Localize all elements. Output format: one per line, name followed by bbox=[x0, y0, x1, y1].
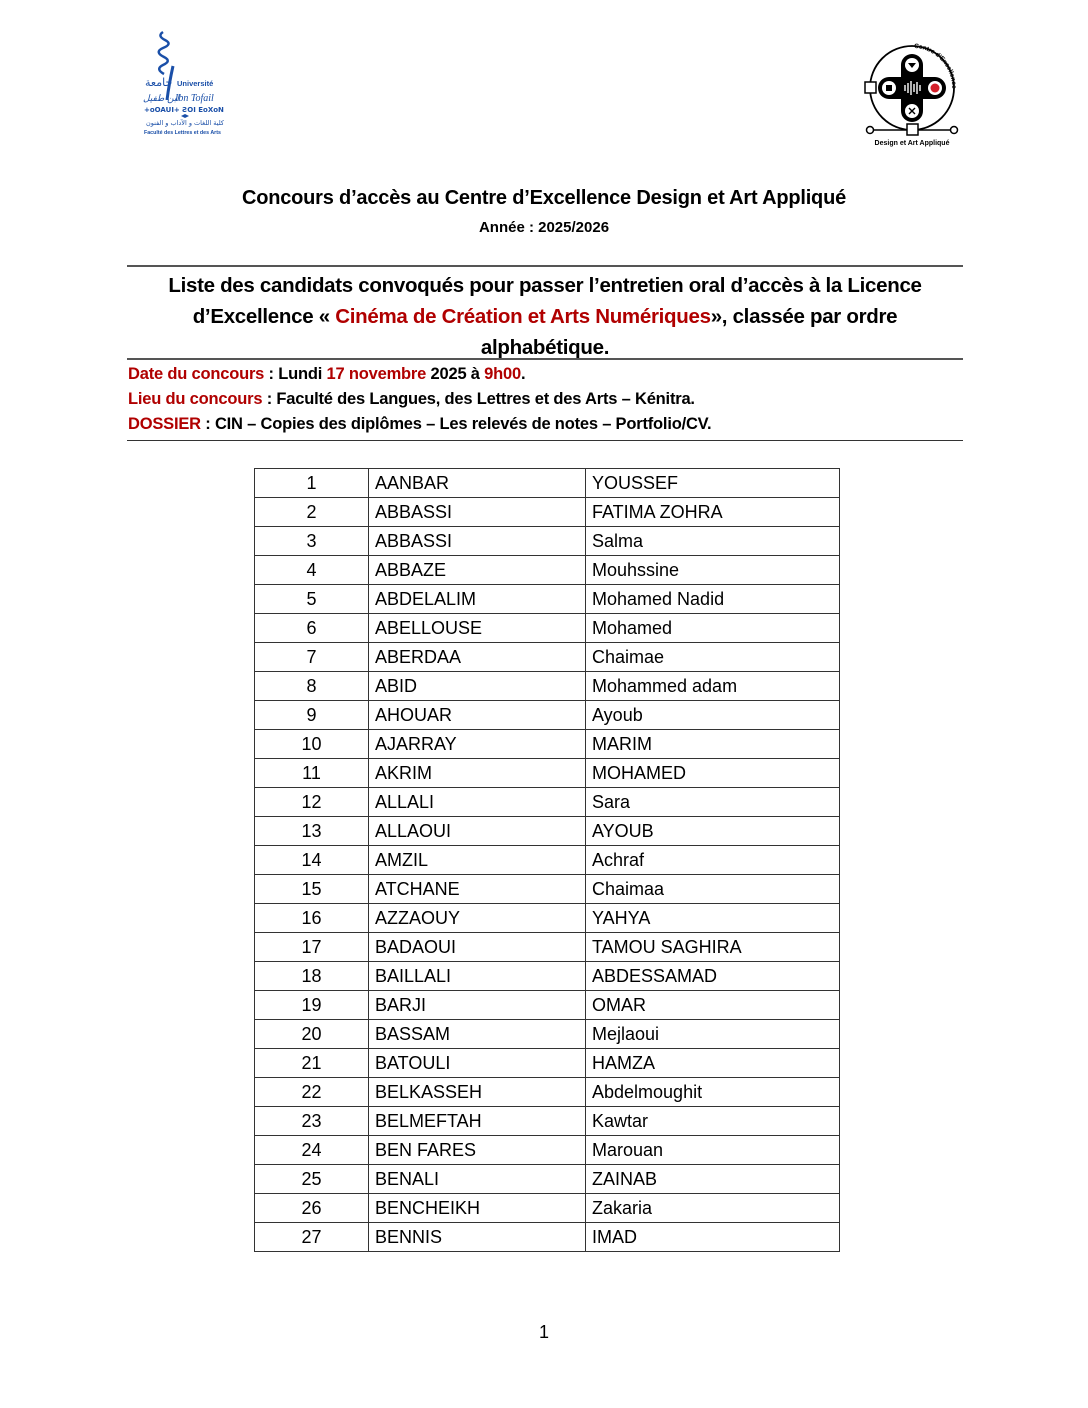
date-weekday: : Lundi bbox=[264, 365, 327, 383]
table-row bbox=[255, 614, 840, 643]
stop-icon bbox=[886, 85, 892, 91]
table-row bbox=[255, 933, 840, 962]
candidate-last-name: ABID bbox=[369, 672, 586, 701]
candidate-first-name: ZAINAB bbox=[586, 1165, 840, 1194]
candidate-number: 3 bbox=[255, 527, 369, 556]
candidate-number: 21 bbox=[255, 1049, 369, 1078]
candidate-number: 23 bbox=[255, 1107, 369, 1136]
candidate-last-name: BASSAM bbox=[369, 1020, 586, 1049]
candidate-first-name: AYOUB bbox=[586, 817, 840, 846]
dossier-line bbox=[128, 415, 711, 434]
table-row bbox=[255, 498, 840, 527]
candidate-last-name: ABERDAA bbox=[369, 643, 586, 672]
candidate-number: 6 bbox=[255, 614, 369, 643]
logo-latin-name-2: Ibn Tofail bbox=[175, 93, 214, 104]
candidate-first-name: IMAD bbox=[586, 1223, 840, 1252]
candidate-number: 20 bbox=[255, 1020, 369, 1049]
candidate-last-name: BAILLALI bbox=[369, 962, 586, 991]
table-row bbox=[255, 817, 840, 846]
candidate-last-name: ABBAZE bbox=[369, 556, 586, 585]
candidate-number: 9 bbox=[255, 701, 369, 730]
candidate-last-name: BELKASSEH bbox=[369, 1078, 586, 1107]
divider-top bbox=[127, 265, 963, 267]
dossier-value: : CIN – Copies des diplômes – Les relevés de notes – Portfolio/CV. bbox=[200, 415, 712, 433]
candidate-number: 24 bbox=[255, 1136, 369, 1165]
candidate-first-name: Zakaria bbox=[586, 1194, 840, 1223]
candidate-last-name: ALLAOUI bbox=[369, 817, 586, 846]
candidate-first-name: Abdelmoughit bbox=[586, 1078, 840, 1107]
candidate-last-name: ABBASSI bbox=[369, 527, 586, 556]
candidate-number: 12 bbox=[255, 788, 369, 817]
candidate-number: 27 bbox=[255, 1223, 369, 1252]
logo-arabic-name: جامعة bbox=[145, 76, 173, 89]
candidate-number: 16 bbox=[255, 904, 369, 933]
candidate-number: 8 bbox=[255, 672, 369, 701]
candidate-number: 13 bbox=[255, 817, 369, 846]
university-logo-emblem bbox=[135, 28, 235, 143]
candidate-last-name: BENCHEIKH bbox=[369, 1194, 586, 1223]
candidates-table bbox=[254, 468, 840, 1252]
candidate-first-name: HAMZA bbox=[586, 1049, 840, 1078]
logo-latin-name-1: Université bbox=[177, 79, 214, 88]
table-row bbox=[255, 701, 840, 730]
candidate-number: 19 bbox=[255, 991, 369, 1020]
subtitle-text-1: Liste des candidats convoqués pour passer l’entretien oral d’accès à la Licence d’Excellence « bbox=[168, 274, 922, 328]
exam-date-line bbox=[128, 365, 525, 384]
candidate-last-name: ALLALI bbox=[369, 788, 586, 817]
page-number: 1 bbox=[538, 1322, 549, 1342]
candidate-first-name: OMAR bbox=[586, 991, 840, 1020]
candidate-number: 10 bbox=[255, 730, 369, 759]
candidate-last-name: AJARRAY bbox=[369, 730, 586, 759]
candidate-first-name: Marouan bbox=[586, 1136, 840, 1165]
centre-excellence-emblem bbox=[862, 40, 962, 150]
candidate-first-name: MOHAMED bbox=[586, 759, 840, 788]
candidate-number: 2 bbox=[255, 498, 369, 527]
candidate-number: 15 bbox=[255, 875, 369, 904]
table-row bbox=[255, 1223, 840, 1252]
candidate-last-name: BENNIS bbox=[369, 1223, 586, 1252]
table-row bbox=[255, 991, 840, 1020]
table-row bbox=[255, 469, 840, 498]
candidate-number: 17 bbox=[255, 933, 369, 962]
candidate-last-name: BATOULI bbox=[369, 1049, 586, 1078]
table-row bbox=[255, 875, 840, 904]
candidate-number: 1 bbox=[255, 469, 369, 498]
table-row bbox=[255, 730, 840, 759]
location-label: Lieu du concours bbox=[128, 390, 263, 408]
candidate-first-name: TAMOU SAGHIRA bbox=[586, 933, 840, 962]
table-row bbox=[255, 672, 840, 701]
candidate-first-name: Mejlaoui bbox=[586, 1020, 840, 1049]
candidate-number: 25 bbox=[255, 1165, 369, 1194]
academic-year: Année : 2025/2026 bbox=[478, 219, 610, 236]
table-row bbox=[255, 788, 840, 817]
date-end: . bbox=[520, 365, 526, 383]
candidate-last-name: ATCHANE bbox=[369, 875, 586, 904]
logo-faculty-latin: Faculté des Lettres et des Arts bbox=[144, 130, 221, 136]
record-icon bbox=[931, 84, 940, 93]
candidate-last-name: AZZAOUY bbox=[369, 904, 586, 933]
date-day: 17 novembre bbox=[326, 365, 427, 383]
candidate-first-name: YOUSSEF bbox=[586, 469, 840, 498]
table-row bbox=[255, 1049, 840, 1078]
candidate-first-name: Mohamed Nadid bbox=[586, 585, 840, 614]
candidate-last-name: AKRIM bbox=[369, 759, 586, 788]
candidate-last-name: BENALI bbox=[369, 1165, 586, 1194]
table-row bbox=[255, 904, 840, 933]
location-value: : Faculté des Langues, des Lettres et des Arts – Kénitra. bbox=[262, 390, 695, 408]
candidate-first-name: Mouhssine bbox=[586, 556, 840, 585]
candidate-number: 4 bbox=[255, 556, 369, 585]
candidate-first-name: Salma bbox=[586, 527, 840, 556]
candidate-number: 26 bbox=[255, 1194, 369, 1223]
table-row bbox=[255, 1107, 840, 1136]
table-row bbox=[255, 1165, 840, 1194]
candidate-last-name: ABELLOUSE bbox=[369, 614, 586, 643]
university-logo bbox=[135, 28, 235, 143]
table-row bbox=[255, 643, 840, 672]
date-label: Date du concours bbox=[128, 365, 265, 383]
candidate-first-name: Chaimaa bbox=[586, 875, 840, 904]
candidate-last-name: AHOUAR bbox=[369, 701, 586, 730]
candidate-last-name: BARJI bbox=[369, 991, 586, 1020]
table-row bbox=[255, 1136, 840, 1165]
candidates-table-body bbox=[255, 469, 840, 1252]
centre-excellence-logo bbox=[862, 40, 962, 150]
logo-caption: Design et Art Appliqué bbox=[874, 140, 950, 147]
table-row bbox=[255, 962, 840, 991]
logo-arabic-name-2: ابن طفيل bbox=[143, 94, 179, 104]
candidate-last-name: BELMEFTAH bbox=[369, 1107, 586, 1136]
table-row bbox=[255, 1194, 840, 1223]
logo-arc-text: Centre d'Excellence bbox=[913, 42, 958, 89]
candidate-first-name: Kawtar bbox=[586, 1107, 840, 1136]
logo-amazigh: +oOAUI+ ꙄOI EoXoN bbox=[144, 106, 224, 114]
candidate-last-name: BEN FARES bbox=[369, 1136, 586, 1165]
candidate-number: 14 bbox=[255, 846, 369, 875]
candidate-last-name: ABDELALIM bbox=[369, 585, 586, 614]
table-row bbox=[255, 1078, 840, 1107]
candidate-first-name: ABDESSAMAD bbox=[586, 962, 840, 991]
node-square-left bbox=[865, 82, 876, 93]
table-row bbox=[255, 1020, 840, 1049]
table-row bbox=[255, 759, 840, 788]
candidate-last-name: AMZIL bbox=[369, 846, 586, 875]
candidate-last-name: BADAOUI bbox=[369, 933, 586, 962]
divider-middle bbox=[127, 358, 963, 360]
document-title: Concours d’accès au Centre d’Excellence Design et Art Appliqué bbox=[241, 187, 847, 209]
candidate-number: 18 bbox=[255, 962, 369, 991]
candidate-number: 11 bbox=[255, 759, 369, 788]
exam-location-line bbox=[128, 390, 695, 409]
divider-bottom bbox=[127, 440, 963, 441]
subtitle-text-2: », classée par ordre alphabétique. bbox=[480, 305, 898, 359]
candidate-number: 7 bbox=[255, 643, 369, 672]
program-name: Cinéma de Création et Arts Numériques bbox=[335, 305, 711, 328]
candidate-number: 22 bbox=[255, 1078, 369, 1107]
list-subtitle bbox=[127, 270, 963, 363]
table-row bbox=[255, 846, 840, 875]
candidate-first-name: MARIM bbox=[586, 730, 840, 759]
candidate-first-name: Ayoub bbox=[586, 701, 840, 730]
candidate-first-name: Sara bbox=[586, 788, 840, 817]
candidate-first-name: FATIMA ZOHRA bbox=[586, 498, 840, 527]
table-row bbox=[255, 556, 840, 585]
logo-faculty-arabic: كلية اللغات و الآداب و الفنون bbox=[146, 119, 224, 127]
candidate-first-name: Mohammed adam bbox=[586, 672, 840, 701]
table-row bbox=[255, 585, 840, 614]
date-year: 2025 à bbox=[426, 365, 485, 383]
dossier-label: DOSSIER bbox=[128, 415, 201, 433]
candidate-first-name: YAHYA bbox=[586, 904, 840, 933]
candidate-first-name: Chaimae bbox=[586, 643, 840, 672]
candidate-first-name: Mohamed bbox=[586, 614, 840, 643]
date-time: 9h00 bbox=[484, 365, 521, 383]
table-row bbox=[255, 527, 840, 556]
candidate-first-name: Achraf bbox=[586, 846, 840, 875]
candidate-last-name: AANBAR bbox=[369, 469, 586, 498]
candidate-number: 5 bbox=[255, 585, 369, 614]
candidate-last-name: ABBASSI bbox=[369, 498, 586, 527]
